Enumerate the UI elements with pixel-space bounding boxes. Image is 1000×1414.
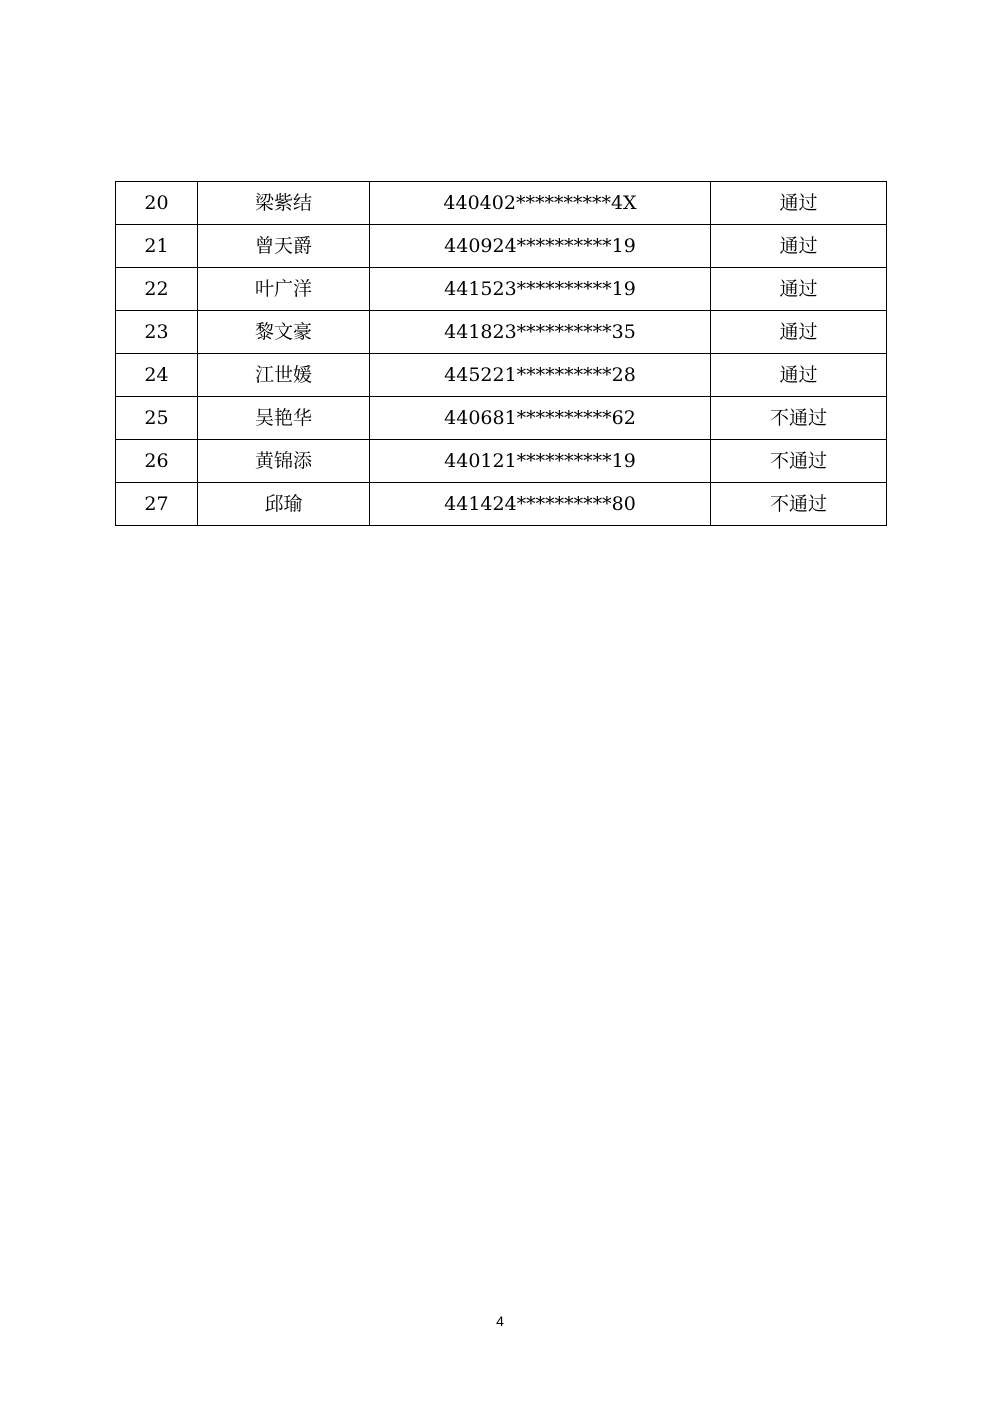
id-number-cell: 440681**********62	[370, 397, 711, 440]
result-cell: 通过	[711, 225, 887, 268]
table-row	[116, 483, 887, 526]
id-number-cell: 440121**********19	[370, 440, 711, 483]
table-row	[116, 225, 887, 268]
name-cell: 邱瑜	[198, 483, 370, 526]
row-number-cell: 20	[116, 182, 198, 225]
id-number-cell: 440924**********19	[370, 225, 711, 268]
result-cell: 不通过	[711, 440, 887, 483]
id-number-cell: 441823**********35	[370, 311, 711, 354]
result-cell: 通过	[711, 354, 887, 397]
id-number-cell: 441523**********19	[370, 268, 711, 311]
table-row	[116, 311, 887, 354]
result-cell: 通过	[711, 311, 887, 354]
name-cell: 吴艳华	[198, 397, 370, 440]
results-table	[115, 181, 887, 526]
result-cell: 不通过	[711, 397, 887, 440]
row-number-cell: 27	[116, 483, 198, 526]
name-cell: 黄锦添	[198, 440, 370, 483]
name-cell: 黎文豪	[198, 311, 370, 354]
id-number-cell: 441424**********80	[370, 483, 711, 526]
result-cell: 通过	[711, 182, 887, 225]
table-row	[116, 268, 887, 311]
result-cell: 不通过	[711, 483, 887, 526]
table-row	[116, 354, 887, 397]
table-row	[116, 440, 887, 483]
id-number-cell: 445221**********28	[370, 354, 711, 397]
row-number-cell: 22	[116, 268, 198, 311]
page-number: 4	[496, 1313, 504, 1329]
row-number-cell: 23	[116, 311, 198, 354]
table-row	[116, 182, 887, 225]
row-number-cell: 24	[116, 354, 198, 397]
id-number-cell: 440402**********4X	[370, 182, 711, 225]
table-row	[116, 397, 887, 440]
row-number-cell: 26	[116, 440, 198, 483]
name-cell: 江世媛	[198, 354, 370, 397]
name-cell: 梁紫结	[198, 182, 370, 225]
name-cell: 曾天爵	[198, 225, 370, 268]
result-cell: 通过	[711, 268, 887, 311]
row-number-cell: 25	[116, 397, 198, 440]
name-cell: 叶广洋	[198, 268, 370, 311]
row-number-cell: 21	[116, 225, 198, 268]
